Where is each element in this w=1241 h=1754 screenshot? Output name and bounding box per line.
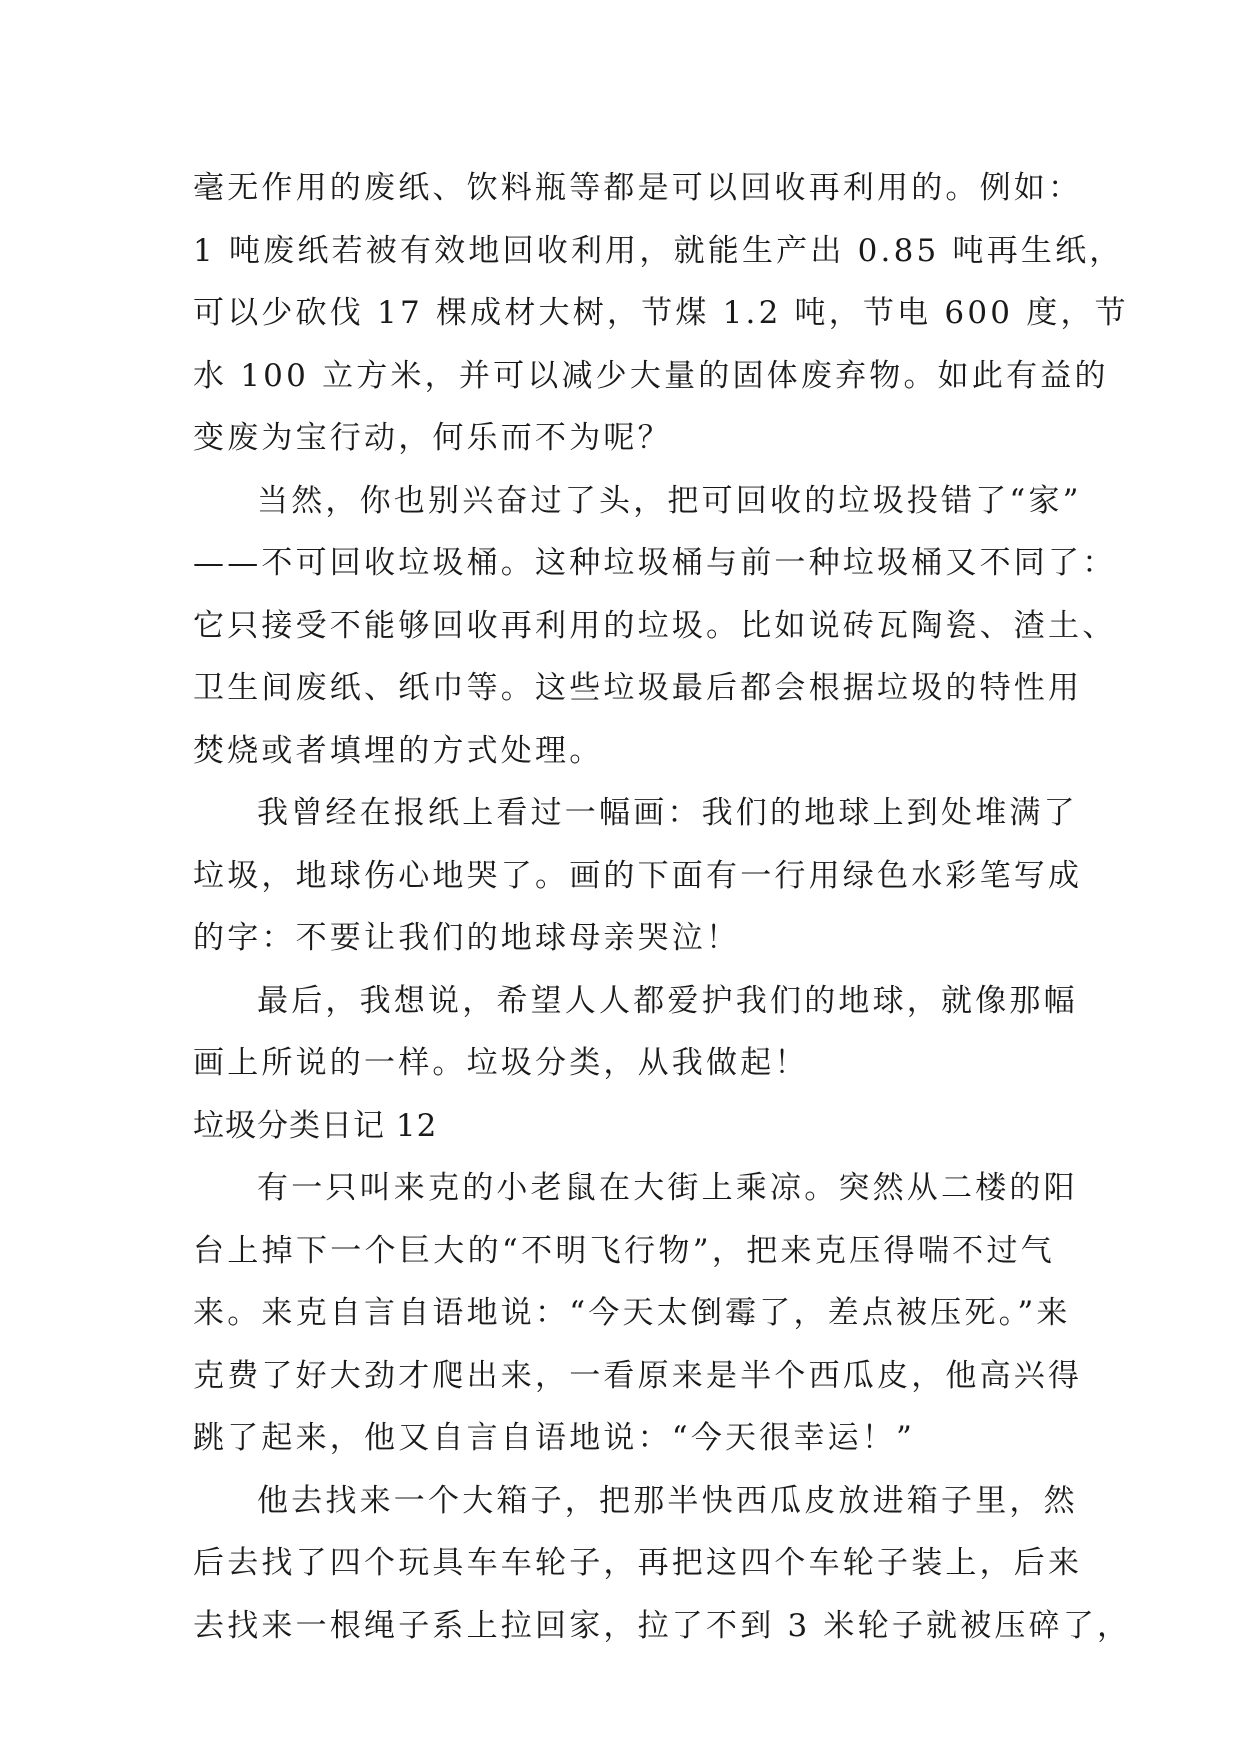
paragraph-line: 来。来克自言自语地说：“今天太倒霉了，差点被压死。”来	[193, 1295, 1071, 1331]
paragraph-line: 他去找来一个大箱子，把那半快西瓜皮放进箱子里，然	[257, 1482, 1078, 1519]
section-heading: 垃圾分类日记 12	[193, 1107, 438, 1144]
paragraph-line: 最后，我想说，希望人人都爱护我们的地球，就像那幅	[257, 982, 1078, 1019]
paragraph-line: 的字：不要让我们的地球母亲哭泣！	[193, 920, 741, 956]
paragraph-line: 克费了好大劲才爬出来，一看原来是半个西瓜皮，他高兴得	[193, 1357, 1083, 1394]
paragraph-line: 毫无作用的废纸、饮料瓶等都是可以回收再利用的。例如：	[193, 170, 1083, 206]
paragraph-line: 水 100 立方米，并可以减少大量的固体废弃物。如此有益的	[193, 357, 1109, 394]
paragraph-line: 后去找了四个玩具车车轮子，再把这四个车轮子装上，后来	[193, 1545, 1083, 1581]
paragraph-line: 1 吨废纸若被有效地回收利用，就能生产出 0.85 吨再生纸，	[193, 232, 1124, 269]
paragraph-line: 有一只叫来克的小老鼠在大街上乘凉。突然从二楼的阳	[257, 1170, 1078, 1206]
paragraph-line: 可以少砍伐 17 棵成材大树，节煤 1.2 吨，节电 600 度，节	[193, 295, 1129, 331]
paragraph-line: 跳了起来，他又自言自语地说：“今天很幸运！”	[193, 1420, 916, 1456]
paragraph-line: 去找来一根绳子系上拉回家，拉了不到 3 米轮子就被压碎了，	[193, 1607, 1132, 1644]
paragraph-line: 变废为宝行动，何乐而不为呢？	[193, 420, 672, 456]
paragraph-line: 画上所说的一样。垃圾分类，从我做起！	[193, 1045, 809, 1081]
paragraph-line: 当然，你也别兴奋过了头，把可回收的垃圾投错了“家”	[257, 482, 1082, 519]
paragraph-line: 焚烧或者填埋的方式处理。	[193, 732, 604, 769]
paragraph-line: 垃圾，地球伤心地哭了。画的下面有一行用绿色水彩笔写成	[193, 857, 1083, 894]
paragraph-line: ——不可回收垃圾桶。这种垃圾桶与前一种垃圾桶又不同了：	[193, 545, 1117, 581]
paragraph-line: 卫生间废纸、纸巾等。这些垃圾最后都会根据垃圾的特性用	[193, 670, 1083, 706]
paragraph-line: 我曾经在报纸上看过一幅画：我们的地球上到处堆满了	[257, 795, 1078, 831]
paragraph-line: 它只接受不能够回收再利用的垃圾。比如说砖瓦陶瓷、渣土、	[193, 607, 1117, 644]
paragraph-line: 台上掉下一个巨大的“不明飞行物”，把来克压得喘不过气	[193, 1232, 1055, 1269]
document-body	[193, 157, 1132, 1657]
